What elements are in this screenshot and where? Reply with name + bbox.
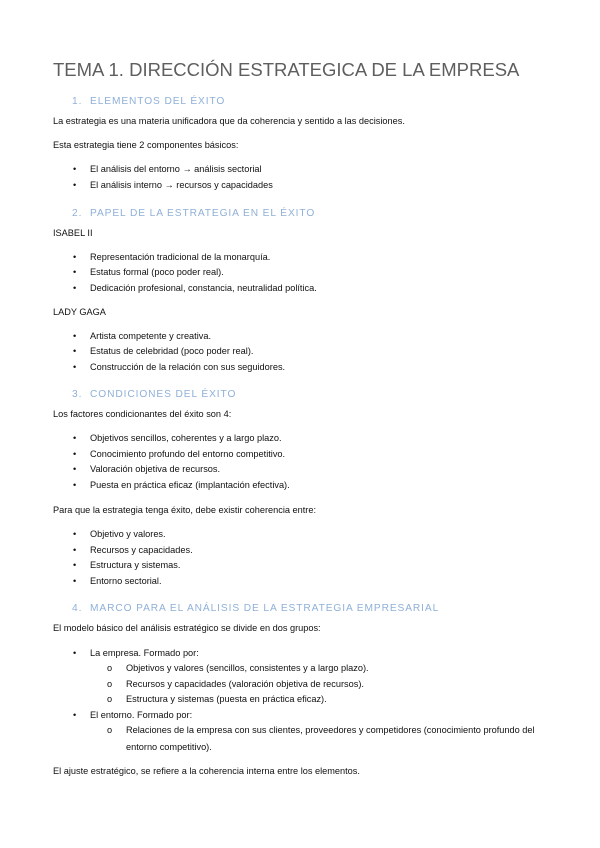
paragraph: Esta estrategia tiene 2 componentes básicos: bbox=[53, 140, 239, 150]
section-number: 1. bbox=[72, 96, 83, 107]
subject-label: LADY GAGA bbox=[53, 307, 106, 317]
section-title: ELEMENTOS DEL ÉXITO bbox=[90, 96, 226, 107]
section-title: MARCO PARA EL ANÁLISIS DE LA ESTRATEGIA EMPRESARIAL bbox=[90, 603, 440, 614]
paragraph: El modelo básico del análisis estratégico se divide en dos grupos: bbox=[53, 623, 321, 633]
section-number: 2. bbox=[72, 208, 83, 219]
paragraph: Para que la estrategia tenga éxito, debe existir coherencia entre: bbox=[53, 505, 317, 515]
subject-label: ISABEL II bbox=[53, 228, 93, 238]
page-title: TEMA 1. DIRECCIÓN ESTRATEGICA DE LA EMPRESA bbox=[53, 59, 520, 80]
document-page: TEMA 1. DIRECCIÓN ESTRATEGICA DE LA EMPRESA 1. ELEMENTOS DEL ÉXITO La estrategia es una materia unificadora que da coherencia y sentido a las decisiones. Esta estrategia tiene 2 componentes básicos: • El análisis del entorno → análisis sectorial • El análisis interno → recursos y capacidades 2. PAPEL DE LA ESTRATEGIA EN EL ÉXITO ISABEL II • Representación tradicional de la monarquía. • Estatus formal (poco poder real). • Dedicación profesional, constancia, neutralidad política. LADY GAGA • Artista competente y creativa. • Estatus de celebridad (poco poder real). • Construcción de la relación con sus seguidores. 3. CONDICIONES DEL ÉXITO Los factores condicionantes del éxito son 4: • Objetivos sencillos, coherentes y a largo plazo. • Conocimiento profundo del entorno competitivo. • Valoración objetiva de recursos. • Puesta en práctica eficaz (implantación efectiva). Para que la estrategia tenga éxito, debe existir coherencia entre: • Objetivo y valores. • Recursos y capacidades. • Estructura y sistemas. • Entorno sectorial. 4. MARCO PARA EL ANÁLISIS DE LA ESTRATEGIA EMPRESARIAL El modelo básico del análisis estratégico se divide en dos grupos: • La empresa. Formado por: o Objetivos y valores (sencillos, consistentes y a largo plazo). o Recursos y capacidades (valoración objetiva de recursos). o Estructura y sistemas (puesta en práctica eficaz). • El entorno. Formado por: o Relaciones de la empresa con sus clientes, proveedores y competidores (conocimiento profundo del entorno competitivo). El ajuste estratégico, se refiere a la coherencia interna entre los elementos. bbox=[53, 59, 535, 776]
section-title: PAPEL DE LA ESTRATEGIA EN EL ÉXITO bbox=[90, 208, 316, 219]
paragraph: La estrategia es una materia unificadora que da coherencia y sentido a las decisiones. bbox=[53, 116, 405, 126]
section-title: CONDICIONES DEL ÉXITO bbox=[90, 389, 237, 400]
paragraph: Los factores condicionantes del éxito son 4: bbox=[53, 409, 232, 419]
section-number: 3. bbox=[72, 389, 83, 400]
section-number: 4. bbox=[72, 603, 83, 614]
paragraph: El ajuste estratégico, se refiere a la coherencia interna entre los elementos. bbox=[53, 766, 360, 776]
